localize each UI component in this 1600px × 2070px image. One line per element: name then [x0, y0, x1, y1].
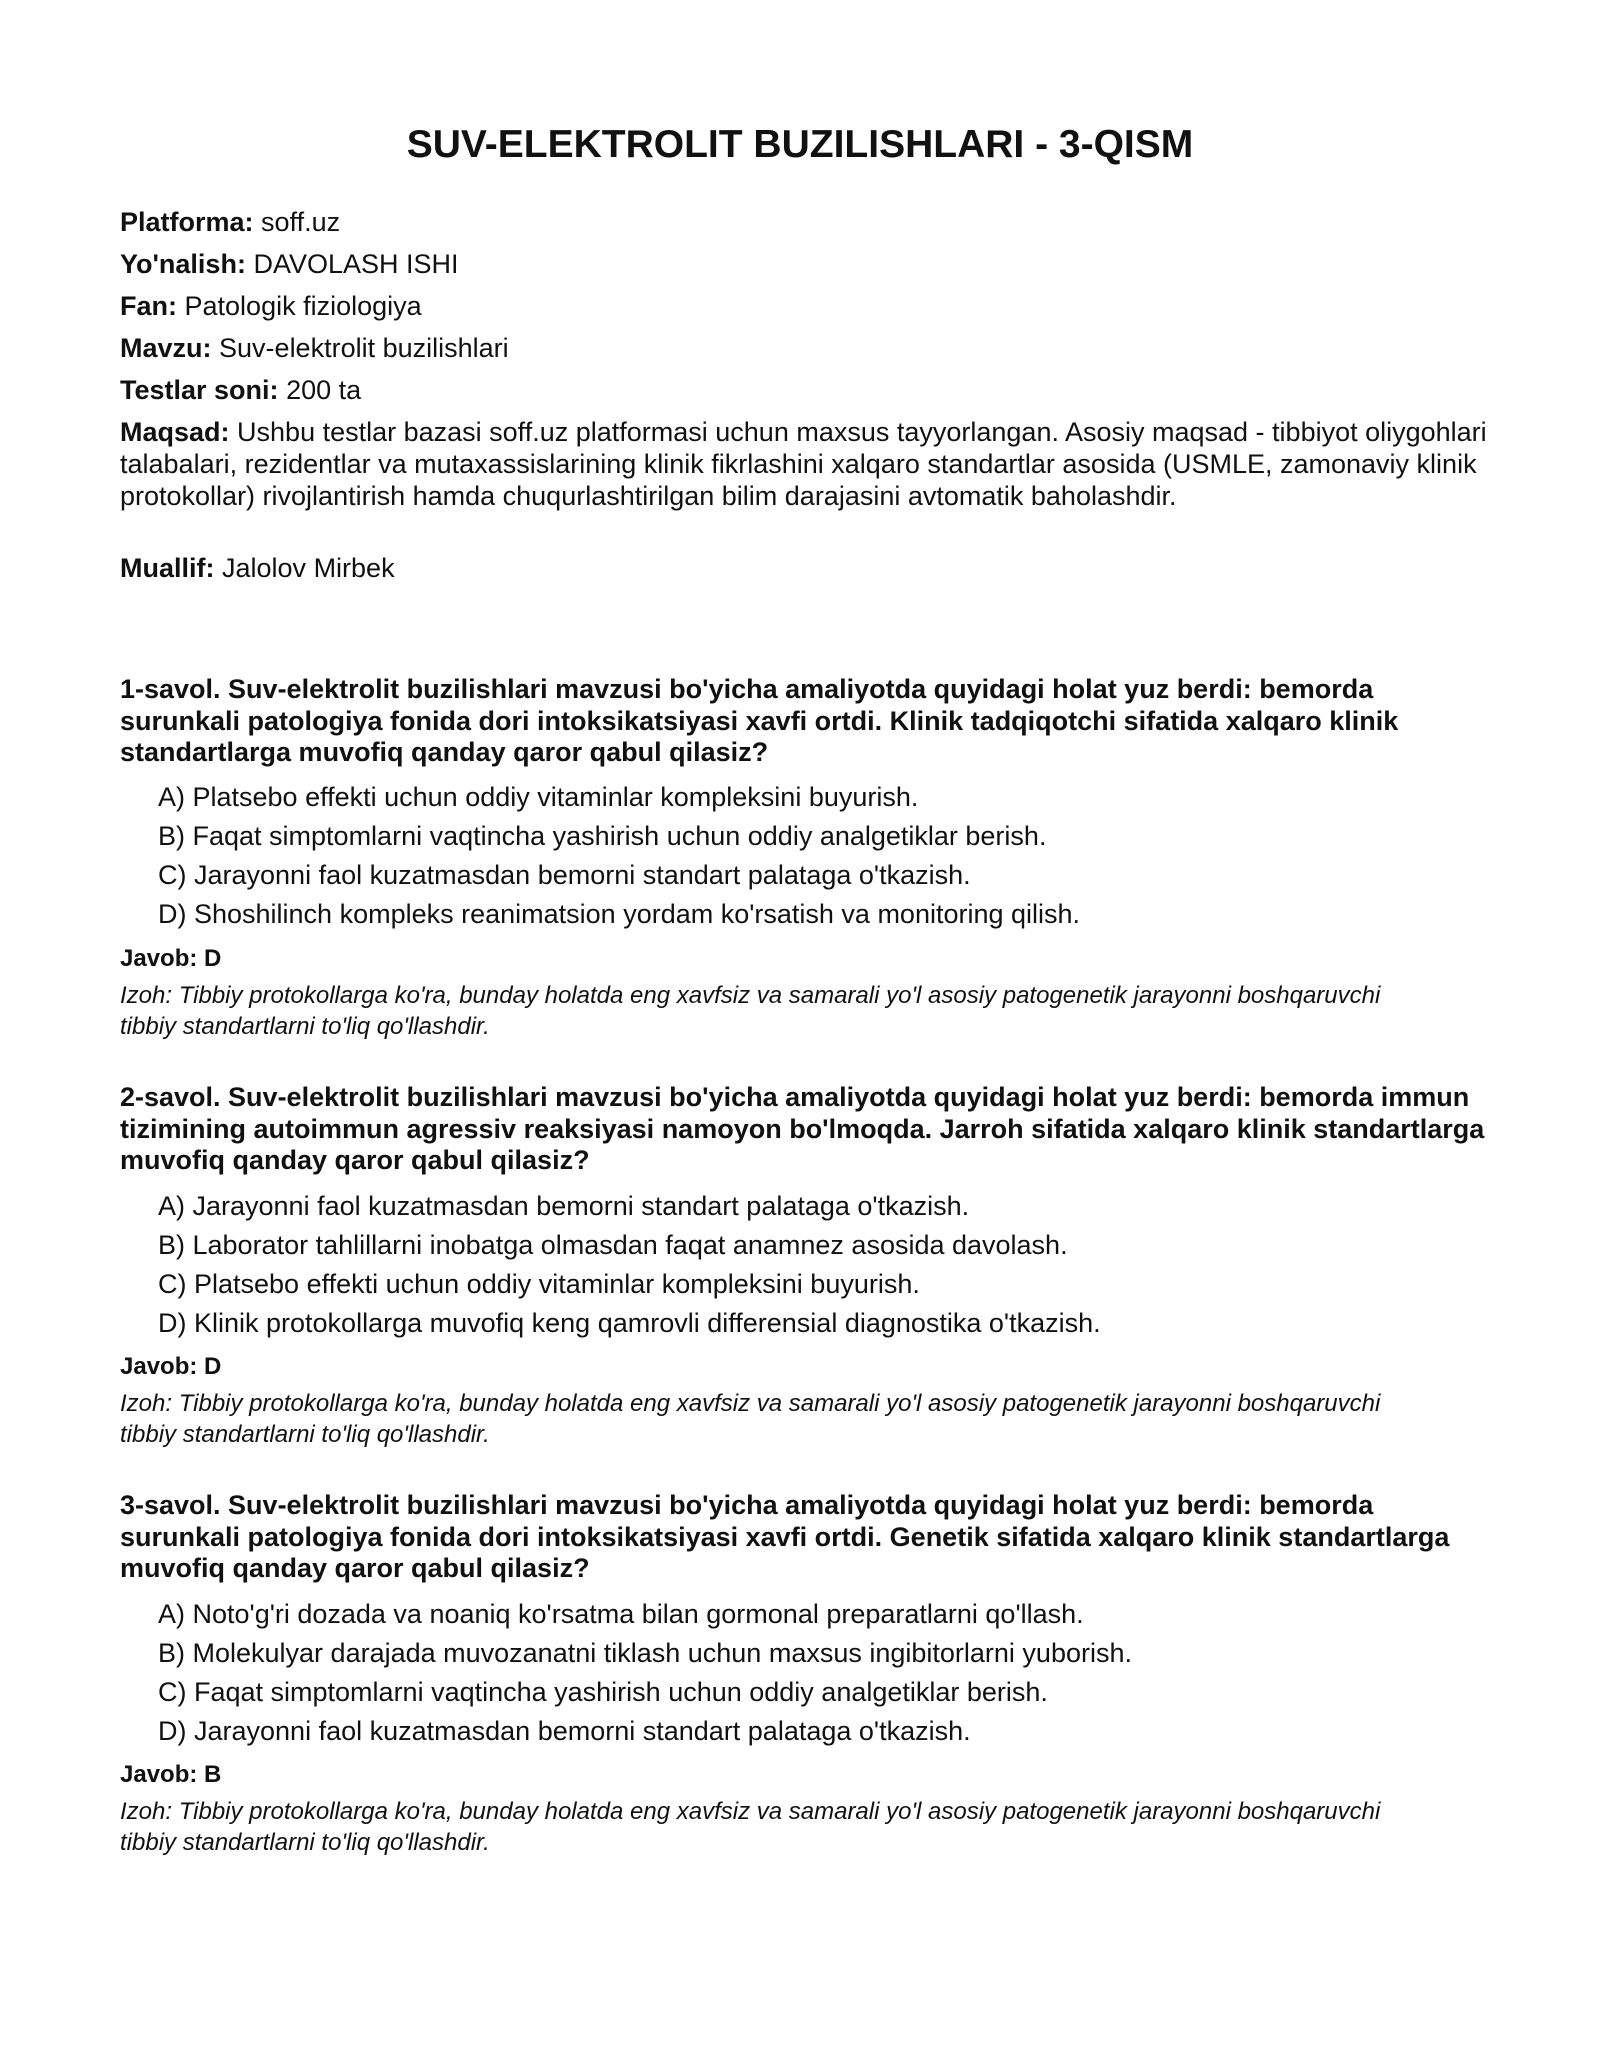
question-3-text: 3-savol. Suv-elektrolit buzilishlari mavzusi bo'yicha amaliyotda quyidagi holat yuz berdi: bemorda surunkali patologiya fonida dori intoksikatsiyasi xavfi ortdi. Genetik sifatida xalqaro klinik standartlarga muvofiq qanday qaror qabul qilasiz? — [120, 1490, 1450, 1583]
question-1-explanation: Izoh: Tibbiy protokollarga ko'ra, bunday holatda eng xavfsiz va samarali yo'l asosiy patogenetik jarayonni boshqaruvchi tibbiy standartlarni to'liq qo'llashdir. — [120, 982, 1381, 1040]
meta-muallif — [120, 552, 1500, 584]
meta-testlar-soni — [120, 374, 1500, 406]
question-2-option-d: D) Klinik protokollarga muvofiq keng qamrovli differensial diagnostika o'tkazish. — [158, 1308, 1101, 1338]
question-1-option-b: B) Faqat simptomlarni vaqtincha yashirish uchun oddiy analgetiklar berish. — [158, 821, 1047, 851]
question-3-option-a: A) Noto'g'ri dozada va noaniq ko'rsatma bilan gormonal preparatlarni qo'llash. — [158, 1599, 1084, 1629]
question-2-option-c: C) Platsebo effekti uchun oddiy vitaminlar kompleksini buyurish. — [158, 1269, 920, 1299]
meta-label: Maqsad: — [120, 417, 230, 447]
meta-label: Platforma: — [120, 207, 254, 237]
meta-label: Mavzu: — [120, 333, 212, 363]
question-1-option-d: D) Shoshilinch kompleks reanimatsion yordam ko'rsatish va monitoring qilish. — [158, 899, 1081, 929]
question-2-option-b: B) Laborator tahlillarni inobatga olmasdan faqat anamnez asosida davolash. — [158, 1230, 1068, 1260]
meta-value: DAVOLASH ISHI — [253, 249, 459, 279]
meta-label: Yo'nalish: — [120, 249, 246, 279]
question-3-explanation: Izoh: Tibbiy protokollarga ko'ra, bunday holatda eng xavfsiz va samarali yo'l asosiy patogenetik jarayonni boshqaruvchi tibbiy standartlarni to'liq qo'llashdir. — [120, 1798, 1381, 1856]
question-1-text: 1-savol. Suv-elektrolit buzilishlari mavzusi bo'yicha amaliyotda quyidagi holat yuz berdi: bemorda surunkali patologiya fonida dori intoksikatsiyasi xavfi ortdi. Klinik tadqiqotchi sifatida xalqaro klinik standartlarga muvofiq qanday qaror qabul qilasiz? — [120, 674, 1399, 767]
meta-label: Muallif: — [120, 553, 215, 583]
meta-value: Patologik fiziologiya — [184, 291, 422, 321]
meta-yonalish — [120, 248, 1500, 280]
meta-maqsad — [120, 416, 1500, 512]
meta-value: soff.uz — [261, 207, 341, 237]
meta-value: 200 ta — [286, 375, 362, 405]
question-3-option-c: C) Faqat simptomlarni vaqtincha yashirish uchun oddiy analgetiklar berish. — [158, 1677, 1048, 1707]
meta-mavzu — [120, 332, 1500, 364]
question-2-text: 2-savol. Suv-elektrolit buzilishlari mavzusi bo'yicha amaliyotda quyidagi holat yuz berdi: bemorda immun tizimining autoimmun agressiv reaksiyasi namoyon bo'lmoqda. Jarroh sifatida xalqaro klinik standartlarga muvofiq qanday qaror qabul qilasiz? — [120, 1082, 1485, 1175]
meta-fan — [120, 290, 1500, 322]
meta-value: Ushbu testlar bazasi soff.uz platformasi uchun maxsus tayyorlangan. Asosiy maqsad - tibbiyot oliygohlari talabalari, rezidentlar va mutaxassislarining klinik fikrlashini xalqaro standartlar asosida (USMLE, zamonaviy klinik protokollar) rivojlantirish hamda chuqurlashtirilgan bilim darajasini avtomatik baholashdir. — [120, 417, 1487, 511]
meta-value: Suv-elektrolit buzilishlari — [219, 333, 509, 363]
question-3-answer: Javob: B — [120, 1761, 222, 1788]
meta-label: Fan: — [120, 291, 177, 321]
question-1-option-a: A) Platsebo effekti uchun oddiy vitaminlar kompleksini buyurish. — [158, 782, 919, 812]
question-2-answer: Javob: D — [120, 1353, 222, 1380]
meta-label: Testlar soni: — [120, 375, 279, 405]
question-3-option-d: D) Jarayonni faol kuzatmasdan bemorni standart palataga o'tkazish. — [158, 1716, 971, 1746]
meta-platforma — [120, 206, 1500, 238]
question-1-option-c: C) Jarayonni faol kuzatmasdan bemorni standart palataga o'tkazish. — [158, 860, 971, 890]
meta-value: Jalolov Mirbek — [222, 553, 395, 583]
question-2-option-a: A) Jarayonni faol kuzatmasdan bemorni standart palataga o'tkazish. — [158, 1191, 970, 1221]
question-2-explanation: Izoh: Tibbiy protokollarga ko'ra, bunday holatda eng xavfsiz va samarali yo'l asosiy patogenetik jarayonni boshqaruvchi tibbiy standartlarni to'liq qo'llashdir. — [120, 1390, 1381, 1448]
question-1-answer: Javob: D — [120, 945, 222, 972]
document-title: SUV-ELEKTROLIT BUZILISHLARI - 3-QISM — [406, 123, 1194, 166]
question-3-option-b: B) Molekulyar darajada muvozanatni tiklash uchun maxsus ingibitorlarni yuborish. — [158, 1638, 1132, 1668]
